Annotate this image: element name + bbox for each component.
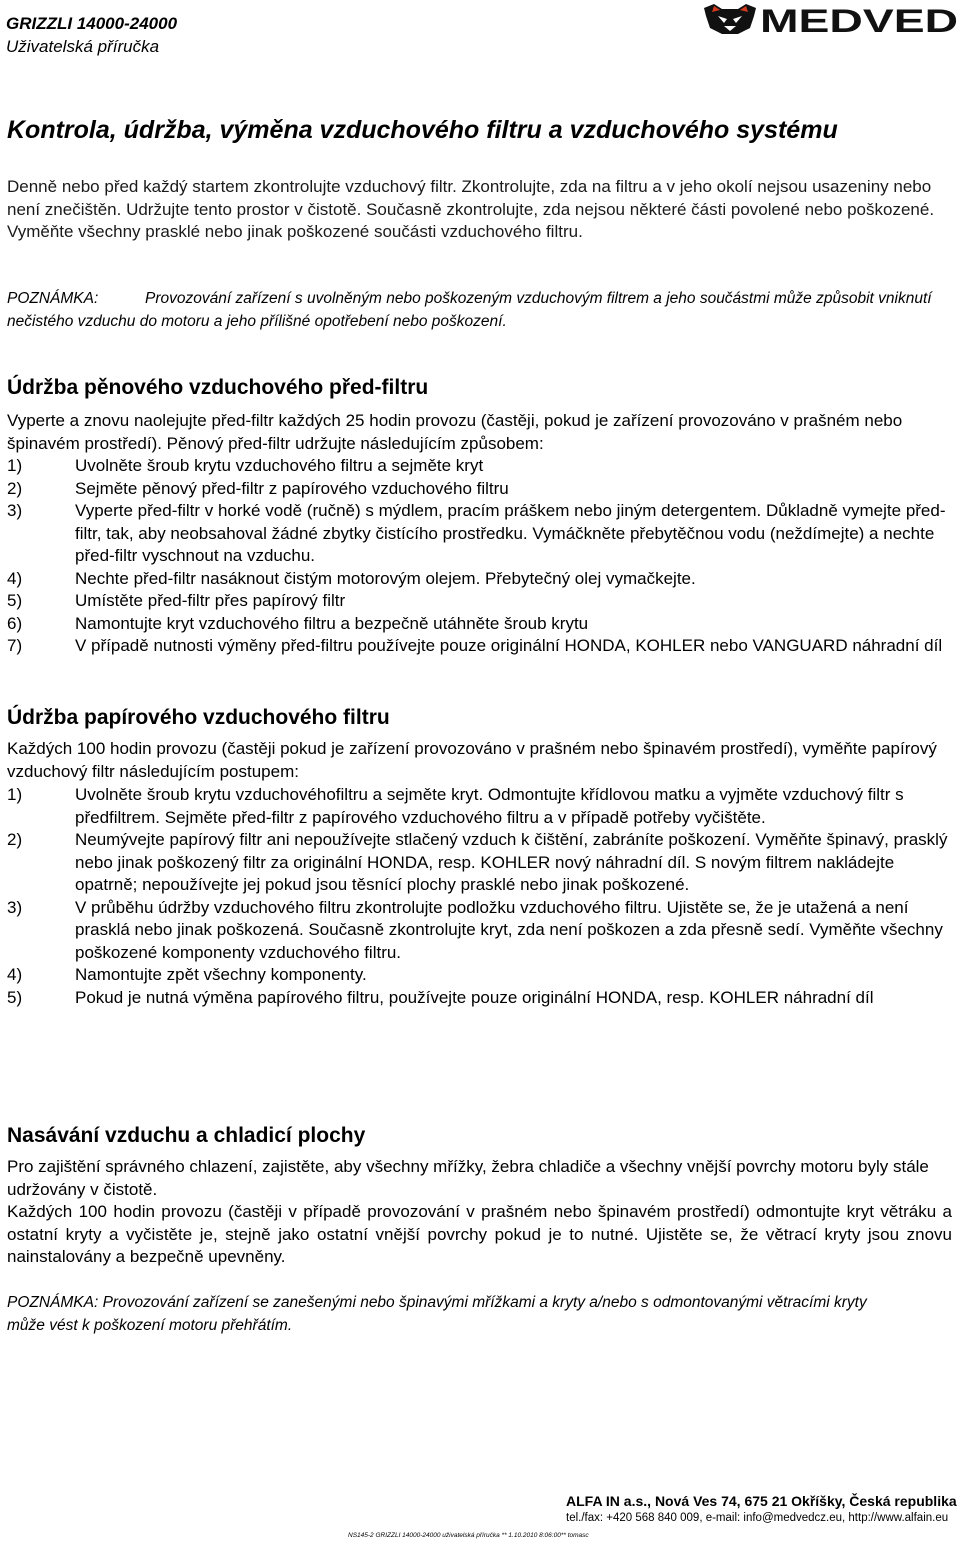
section-3-heading: Nasávání vzduchu a chladicí plochy xyxy=(7,1124,366,1147)
note-1 xyxy=(7,288,952,333)
step-text: Uvolněte šroub krytu vzduchovéhofiltru a sejměte kryt. Odmontujte křídlovou matku a vyjměte vzduchový filtr s předfiltrem. Sejměte před-filtr z papírového vzduchového filtru a v případě potřeby vyčištěte. xyxy=(75,785,904,827)
header-subtitle: Uživatelská příručka xyxy=(6,37,160,56)
section-2-intro: Každých 100 hodin provozu (častěji pokud je zařízení provozováno v prašném nebo špinavém prostředí), vyměňte papírový vzduchový filtr následujícím postupem: xyxy=(7,739,937,781)
step-number: 3) xyxy=(7,501,23,520)
bear-head-icon xyxy=(704,4,756,34)
note-1-label: POZNÁMKA: xyxy=(7,290,99,307)
step-text: Pokud je nutná výměna papírového filtru, používejte pouze originální HONDA, resp. KOHLER náhradní díl xyxy=(75,987,874,1007)
page-title: Kontrola, údržba, výměna vzduchového filtru a vzduchového systému xyxy=(7,116,838,144)
note-1-text: Provozování zařízení s uvolněným nebo poškozeným vzduchovým filtrem a jeho součástmi může způsobit vniknutí nečistého vzduchu do motoru a jeho přílišné opotřebení nebo poškození. xyxy=(7,290,932,330)
section-1-heading: Údržba pěnového vzduchového před-filtru xyxy=(7,376,429,399)
footer-company: ALFA IN a.s., Nová Ves 74, 675 21 Okříšky, Česká republika xyxy=(566,1493,957,1509)
section-1-steps xyxy=(7,455,952,658)
step-number: 2) xyxy=(7,830,23,849)
step-number: 4) xyxy=(7,568,23,588)
list-item xyxy=(7,784,952,829)
medved-logo xyxy=(700,0,960,40)
step-text: V průběhu údržby vzduchového filtru zkontrolujte podložku vzduchového filtru. Ujistěte se, že je utažená a není prasklá nebo jinak poškozená. Současně zkontrolujte kryt, zda není poškozen a zda přesně sedí. Vyměňte všechny poškozené komponenty vzduchového filtru. xyxy=(75,897,943,962)
step-text: Namontujte kryt vzduchového filtru a bezpečně utáhněte šroub krytu xyxy=(75,613,589,633)
list-item xyxy=(7,568,952,591)
step-text: Vyperte před-filtr v horké vodě (ručně) s mýdlem, pracím práškem nebo jiným detergentem. Důkladně vymejte před-filtr, tak, aby neobsahoval žádné zbytky čistícího prostředku. Vymáčkněte přebytěčnou vodu (neždímejte) a nechte před-filtr vyschnout na vzduchu. xyxy=(75,501,946,565)
section-1-intro: Vyperte a znovu naolejujte před-filtr každých 25 hodin provozu (častěji, pokud je zařízení provozováno v prašném nebo špinavém prostředí). Pěnový před-filtr udržujte následujícím způsobem: xyxy=(7,411,903,453)
list-item xyxy=(7,829,952,897)
footer-contact: tel./fax: +420 568 840 009, e-mail: info@medvedcz.eu, http://www.alfain.eu xyxy=(566,1512,949,1524)
section-3-paragraph-1: Pro zajištění správného chlazení, zajistěte, aby všechny mřížky, žebra chladiče a všechny vnější povrchy motoru byly stále udržovány v čistotě. xyxy=(7,1157,929,1199)
section-2-heading: Údržba papírového vzduchového filtru xyxy=(7,706,390,729)
logo-wordmark: MEDVED xyxy=(760,3,958,39)
step-number: 1) xyxy=(7,456,23,475)
list-item xyxy=(7,897,952,965)
note-2: POZNÁMKA: Provozování zařízení se zanešenými nebo špinavými mřížkami a kryty a/nebo s odmontovanými větracími kryty může vést k poškození motoru přehřátím. xyxy=(7,1294,867,1334)
step-number: 3) xyxy=(7,897,23,917)
step-number: 5) xyxy=(7,591,23,610)
step-text: Umístěte před-filtr přes papírový filtr xyxy=(75,591,346,610)
step-text: V případě nutnosti výměny před-filtru používejte pouze originální HONDA, KOHLER nebo VANGUARD náhradní díl xyxy=(75,636,943,655)
step-number: 1) xyxy=(7,785,23,804)
step-number: 6) xyxy=(7,613,23,633)
step-text: Sejměte pěnový před-filtr z papírového vzduchového filtru xyxy=(75,478,509,498)
step-number: 4) xyxy=(7,965,23,984)
step-text: Neumývejte papírový filtr ani nepoužívejte stlačený vzduch k čištění, zabráníte poškození. Vyměňte špinavý, prasklý nebo jinak poškozený filtr za originální HONDA, resp. KOHLER nový náhradní díl. S novým filtrem nakládejte opatrně; nepoužívejte jej pokud jsou těsnící plochy prasklé nebo jinak poškozené. xyxy=(75,830,948,894)
intro-paragraph: Denně nebo před každý startem zkontrolujte vzduchový filtr. Zkontrolujte, zda na filtru a v jeho okolí nejsou usazeniny nebo není znečištěn. Udržujte tento prostor v čistotě. Současně zkontrolujte, zda nejsou některé části povolené nebo poškozené. Vyměňte všechny prasklé nebo jinak poškozené součásti vzduchového filtru. xyxy=(7,177,935,241)
step-text: Nechte před-filtr nasáknout čistým motorovým olejem. Přebytečný olej vymačkejte. xyxy=(75,568,696,588)
step-number: 5) xyxy=(7,987,23,1007)
header-model: GRIZZLI 14000-24000 xyxy=(6,14,178,33)
footer-docinfo: NS145-2 GRIZZLI 14000-24000 uživatelská příručka ** 1.10.2010 8:06:00** tomasc xyxy=(348,1532,589,1539)
list-item xyxy=(7,964,952,987)
list-item xyxy=(7,613,952,636)
section-3-paragraph-2: Každých 100 hodin provozu (častěji v případě provozování v prašném nebo špinavém prostředí) odmontujte kryt větráku a ostatní kryty a vyčistěte je, stejně jako ostatní vnější povrchy pokud je to nutné. Ujistěte se, že větrací kryty jsou znovu nainstalovány a bezpečně upevněny. xyxy=(7,1202,952,1266)
step-number: 2) xyxy=(7,478,23,498)
section-2-steps xyxy=(7,784,952,1009)
list-item xyxy=(7,500,952,568)
step-text: Uvolněte šroub krytu vzduchového filtru a sejměte kryt xyxy=(75,456,484,475)
list-item xyxy=(7,635,952,658)
step-text: Namontujte zpět všechny komponenty. xyxy=(75,965,367,984)
list-item xyxy=(7,987,952,1010)
list-item xyxy=(7,478,952,501)
step-number: 7) xyxy=(7,636,23,655)
list-item xyxy=(7,590,952,613)
list-item xyxy=(7,455,952,478)
